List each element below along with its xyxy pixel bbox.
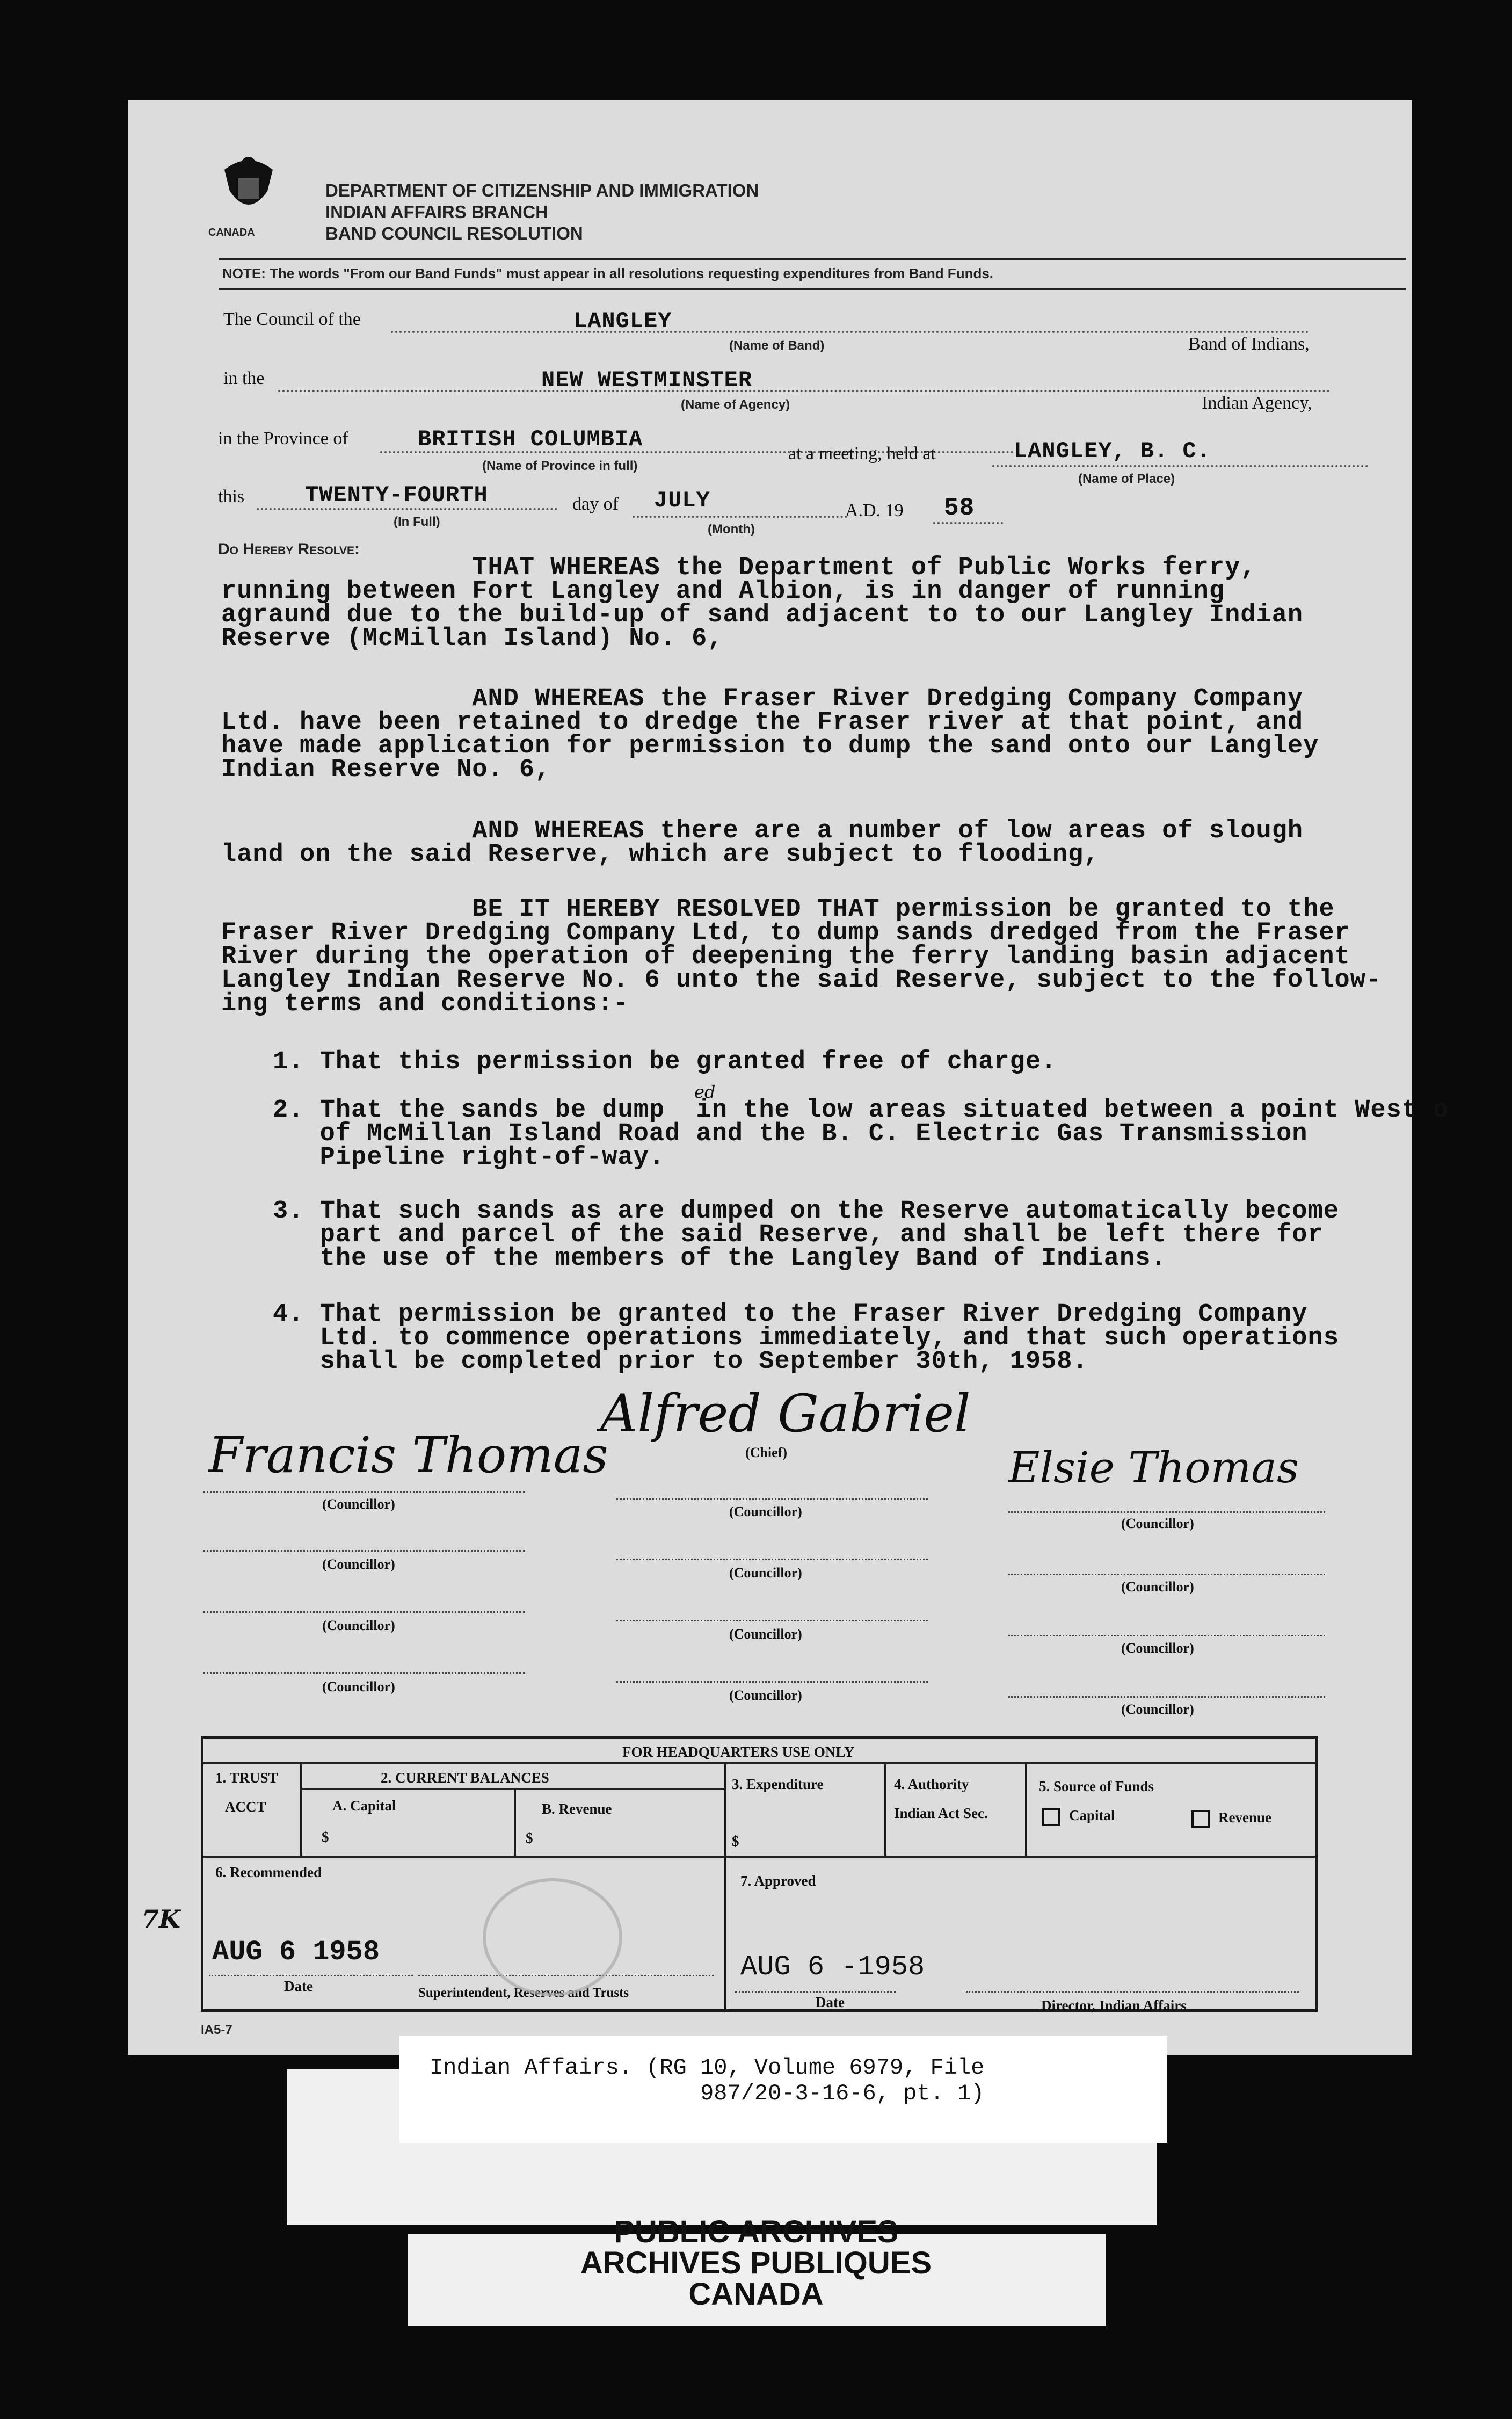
councillor-signature-right: Elsie Thomas [1008, 1443, 1299, 1493]
signature-line [735, 1991, 896, 1993]
signature-line [1008, 1635, 1325, 1636]
signature-line [616, 1620, 928, 1621]
revenue-checkbox-row[interactable] [1191, 1809, 1271, 1828]
month-value: JULY [654, 488, 710, 513]
expenditure-dollar: $ [732, 1833, 739, 1849]
authority-label: 4. Authority [894, 1776, 969, 1792]
margin-initials: 7K [142, 1904, 180, 1933]
archive-stamp-line2: ARCHIVES PUBLIQUES [580, 2246, 932, 2280]
councillor-caption: (Councillor) [1121, 1579, 1194, 1595]
condition-item-1: 1. That this permission be granted free of charge. [273, 1048, 1057, 1076]
place-caption: (Name of Place) [1078, 472, 1175, 486]
councillor-caption: (Councillor) [729, 1504, 802, 1519]
cell-border [514, 1788, 516, 1857]
signature-line [1008, 1696, 1325, 1698]
divider [300, 1788, 724, 1790]
divider [219, 288, 1406, 290]
capital-checkbox[interactable] [1042, 1808, 1060, 1826]
headquarters-box [201, 1736, 1318, 2012]
capital-a-label: A. Capital [332, 1798, 396, 1814]
cell-border [884, 1762, 886, 1857]
recommended-date-stamp: AUG 6 1958 [212, 1936, 380, 1968]
revenue-checkbox[interactable] [1191, 1810, 1210, 1828]
agency-label: in the [223, 368, 265, 388]
month-caption: (Month) [708, 522, 755, 537]
whereas-low-areas-paragraph: AND WHEREAS there are a number of low areas of slough land on the said Reserve, which are subject to flooding, [221, 817, 1304, 869]
authority-sub-label: Indian Act Sec. [894, 1805, 988, 1821]
chief-signature: Alfred Gabriel [600, 1384, 971, 1444]
approved-label: 7. Approved [740, 1873, 816, 1889]
divider [219, 258, 1406, 260]
this-label: this [218, 487, 245, 506]
divider [203, 1762, 1315, 1764]
chief-caption: (Chief) [745, 1445, 787, 1460]
faint-circular-stamp [483, 1878, 622, 1996]
councillor-caption: (Councillor) [729, 1687, 802, 1703]
balances-label: 2. CURRENT BALANCES [381, 1770, 549, 1786]
signature-line [1008, 1574, 1325, 1575]
condition-item-3: 3. That such sands as are dumped on the Reserve automatically become part and parcel of the said Reserve, and shall be left there for the use of the members of the Langley Band of Indians. [273, 1197, 1339, 1273]
divider [203, 1856, 1315, 1858]
dotted-line [933, 522, 1003, 524]
day-caption: (In Full) [394, 515, 440, 529]
whereas-dredging-paragraph: AND WHEREAS the Fraser River Dredging Company Company Ltd. have been retained to dredge the Fraser river at that point, and have made application for permission to dump the sand onto our Langley Indian Reserve No. 6, [221, 685, 1319, 784]
coat-of-arms-icon [214, 154, 284, 223]
place-name: LANGLEY, B. C. [1014, 438, 1211, 464]
band-caption: (Name of Band) [729, 338, 825, 353]
signature-line [616, 1498, 928, 1500]
agency-name: NEW WESTMINSTER [541, 367, 753, 393]
revenue-dollar: $ [526, 1830, 533, 1846]
archive-stamp-line3: CANADA [688, 2277, 824, 2312]
hq-title: FOR HEADQUARTERS USE ONLY [622, 1744, 855, 1760]
councillor-caption: (Councillor) [322, 1496, 395, 1512]
year-value: 58 [944, 494, 975, 522]
crest-label: CANADA [208, 227, 255, 238]
signature-line [1008, 1511, 1325, 1513]
councillor-caption: (Councillor) [322, 1556, 395, 1572]
signature-line [209, 1975, 413, 1976]
approved-date-stamp: AUG 6 -1958 [740, 1951, 925, 1983]
day-of-label: day of [572, 494, 619, 514]
rec-date-label: Date [284, 1978, 313, 1994]
expenditure-label: 3. Expenditure [732, 1776, 824, 1792]
councillor-caption: (Councillor) [1121, 1640, 1194, 1656]
revenue-label: Revenue [1218, 1809, 1271, 1826]
whereas-ferry-paragraph: THAT WHEREAS the Department of Public Works ferry, running between Fort Langley and Albion, is in danger of running agraund due to the build-up of sand adjacent to to our Langley Indian Reserve (McMillan Island) No. 6, [221, 554, 1304, 653]
source-label: 5. Source of Funds [1039, 1778, 1154, 1794]
band-name: LANGLEY [573, 308, 672, 334]
branch-heading: INDIAN AFFAIRS BRANCH [325, 202, 548, 222]
cell-border [1025, 1762, 1027, 1857]
cell-border [300, 1762, 302, 1857]
app-date-label: Date [816, 1994, 845, 2010]
signature-line [966, 1991, 1299, 1993]
cell-border [724, 1762, 726, 2012]
resolved-paragraph: BE IT HEREBY RESOLVED THAT permission be granted to the Fraser River Dredging Company Ltd, to dump sands dredged from the Fraser River during the operation of deepening the ferry landing basin adjacent Langley Indian Reserve No. 6 unto the said Reserve, subject to the follow- ing terms and conditions:- [221, 895, 1382, 1018]
meeting-text: at a meeting, held at [788, 444, 936, 463]
capital-checkbox-row[interactable] [1042, 1807, 1115, 1826]
agency-suffix: Indian Agency, [1202, 393, 1312, 413]
councillor-caption: (Councillor) [729, 1565, 802, 1581]
archive-citation: Indian Affairs. (RG 10, Volume 6979, File 987/20-3-16-6, pt. 1) [430, 2055, 985, 2106]
councillor-signature-left: Francis Thomas [208, 1426, 608, 1484]
archive-stamp-line1: PUBLIC ARCHIVES [614, 2214, 898, 2249]
trust-label: 1. TRUST [215, 1770, 278, 1786]
councillor-caption: (Councillor) [322, 1679, 395, 1694]
ad-label: A.D. 19 [845, 501, 904, 520]
agency-caption: (Name of Agency) [681, 397, 790, 412]
province-name: BRITISH COLUMBIA [418, 426, 643, 452]
capital-label: Capital [1069, 1807, 1115, 1823]
dotted-line [992, 465, 1368, 467]
signature-line [203, 1491, 525, 1493]
resolution-document [128, 100, 1449, 2055]
council-label: The Council of the [223, 309, 361, 329]
condition-item-2: 2. That the sands be dump in the low areas situated between a point West o of McMillan Island Road and the B. C. Electric Gas Transmission Pipeline right-of-way. [273, 1096, 1449, 1172]
band-suffix: Band of Indians, [1188, 334, 1310, 354]
dotted-line [391, 331, 1309, 333]
signature-line [203, 1550, 525, 1552]
councillor-caption: (Councillor) [729, 1626, 802, 1642]
form-number: IA5-7 [201, 2023, 232, 2037]
dotted-line [633, 516, 847, 518]
province-caption: (Name of Province in full) [482, 459, 638, 473]
form-title: BAND COUNCIL RESOLUTION [325, 223, 583, 243]
dotted-line [278, 390, 1331, 392]
signature-line [616, 1681, 928, 1683]
funds-note: NOTE: The words "From our Band Funds" must appear in all resolutions requesting expenditures from Band Funds. [222, 265, 994, 281]
acct-label: ACCT [225, 1799, 266, 1815]
councillor-caption: (Councillor) [322, 1618, 395, 1633]
handwritten-insert: ed [694, 1082, 716, 1102]
capital-dollar: $ [322, 1829, 329, 1845]
dotted-line [257, 508, 557, 510]
day-value: TWENTY-FOURTH [305, 482, 488, 508]
revenue-b-label: B. Revenue [542, 1801, 612, 1817]
councillor-caption: (Councillor) [1121, 1516, 1194, 1531]
councillor-caption: (Councillor) [1121, 1701, 1194, 1717]
signature-line [203, 1672, 525, 1674]
condition-item-4: 4. That permission be granted to the Fraser River Dredging Company Ltd. to commence operations immediately, and that such operations shall be completed prior to September 30th, 1958. [273, 1300, 1339, 1376]
director-label: Director, Indian Affairs [1041, 1997, 1187, 2014]
superintendent-label: Superintendent, Reserves and Trusts [418, 1986, 629, 2000]
signature-line [616, 1559, 928, 1560]
province-label: in the Province of [218, 429, 348, 448]
resolve-label: Do Hereby Resolve: [218, 540, 360, 558]
recommended-label: 6. Recommended [215, 1864, 322, 1880]
signature-line [203, 1611, 525, 1613]
department-heading: DEPARTMENT OF CITIZENSHIP AND IMMIGRATION [325, 180, 759, 200]
